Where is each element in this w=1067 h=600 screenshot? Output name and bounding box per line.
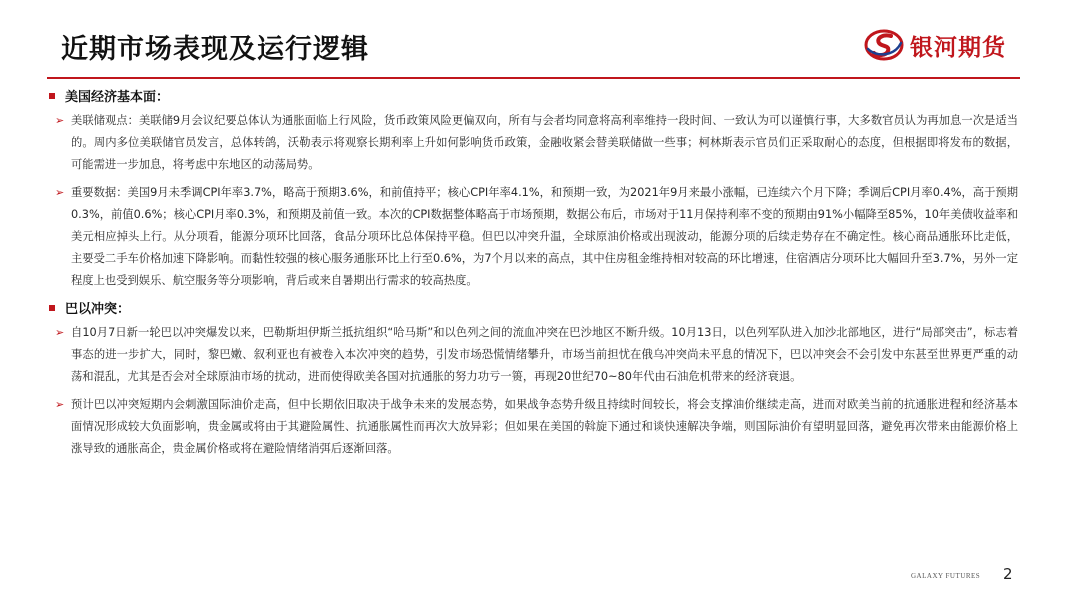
square-bullet-icon bbox=[49, 93, 55, 99]
paragraph-text: 美联储观点：美联储9月会议纪要总体认为通胀面临上行风险，货币政策风险更偏双向，所有与会者均同意将高利率维持一段时间、一致认为可以谨慎行事，大多数官员认为再加息一次是适当的。周内多位美联储官员发言，总体转鸽，沃勒表示将观察长期利率上升如何影响货币政策，金融收紧会替美联储做一些事；柯林斯表示官员们正采取耐心的态度，但根据即将发布的数据，可能需进一步加息，将考虑中东地区的动荡局势。 bbox=[71, 114, 1018, 171]
arrow-bullet-icon: ➢ bbox=[55, 398, 65, 411]
section-title: 巴以冲突： bbox=[65, 302, 131, 317]
header-divider bbox=[47, 77, 1020, 79]
section-title: 美国经济基本面： bbox=[65, 90, 170, 105]
arrow-bullet-icon: ➢ bbox=[55, 114, 65, 127]
arrow-bullet-icon: ➢ bbox=[55, 186, 65, 199]
company-logo bbox=[864, 25, 1006, 65]
paragraph bbox=[47, 110, 1027, 176]
paragraph bbox=[47, 394, 1027, 460]
paragraph bbox=[47, 322, 1027, 388]
main-content bbox=[47, 86, 1027, 466]
logo-text: 银河期货 bbox=[910, 34, 1006, 61]
square-bullet-icon bbox=[49, 305, 55, 311]
footer-brand: GALAXY FUTURES bbox=[911, 572, 981, 580]
arrow-bullet-icon: ➢ bbox=[55, 326, 65, 339]
paragraph-text: 预计巴以冲突短期内会刺激国际油价走高，但中长期依旧取决于战争未来的发展态势，如果战争态势升级且持续时间较长，将会支撑油价继续走高，进而对欧美当前的抗通胀进程和经济基本面情况形成较大负面影响，贵金属或将由于其避险属性、抗通胀属性而再次大放异彩；但如果在美国的斡旋下通过和谈快速解决争端，则国际油价有望明显回落，避免再次带来由能源价格上涨导致的通胀高企，贵金属价格或将在避险情绪消弭后逐渐回落。 bbox=[71, 398, 1018, 455]
paragraph-text: 自10月7日新一轮巴以冲突爆发以来，巴勒斯坦伊斯兰抵抗组织“哈马斯”和以色列之间的流血冲突在巴沙地区不断升级。10月13日，以色列军队进入加沙北部地区，进行“局部突击”，标志着事态的进一步扩大，同时，黎巴嫩、叙利亚也有被卷入本次冲突的趋势，引发市场恐慌情绪攀升，市场当前担忧在俄乌冲突尚未平息的情况下，巴以冲突会不会引发中东甚至世界更严重的动荡和混乱，尤其是否会对全球原油市场的扰动，进而使得欧美各国对抗通胀的努力功亏一篑，再现20世纪70~80年代由石油危机带来的经济衰退。 bbox=[71, 326, 1018, 383]
section-heading-us-economy bbox=[47, 86, 1027, 105]
page-title: 近期市场表现及运行逻辑 bbox=[61, 34, 369, 65]
paragraph-text: 重要数据：美国9月未季调CPI年率3.7%，略高于预期3.6%，和前值持平；核心CPI年率4.1%，和预期一致，为2021年9月来最小涨幅，已连续六个月下降；季调后CPI月率0.4%，高于预期0.3%，前值0.6%；核心CPI月率0.3%，和预期及前值一致。本次的CPI数据整体略高于市场预期，数据公布后，市场对于11月保持利率不变的预期由91%小幅降至85%，10年美债收益率和美元相应掉头上行。从分项看，能源分项环比回落，食品分项环比总体保持平稳。但巴以冲突升温，全球原油价格或出现波动，能源分项的后续走势存在不确定性。核心商品通胀环比走低，主要受二手车价格加速下降影响。而黏性较强的核心服务通胀环比上行至0.6%，为7个月以来的高点，其中住房租金维持相对较高的环比增速，住宿酒店分项环比大幅回升至3.7%，另外一定程度上也受到娱乐、航空服务等分项影响，背后或来自暑期出行需求的较高热度。 bbox=[71, 186, 1018, 287]
galaxy-logo-icon bbox=[864, 25, 904, 65]
page-number: 2 bbox=[1003, 565, 1013, 583]
paragraph bbox=[47, 182, 1027, 292]
section-heading-conflict bbox=[47, 298, 1027, 317]
